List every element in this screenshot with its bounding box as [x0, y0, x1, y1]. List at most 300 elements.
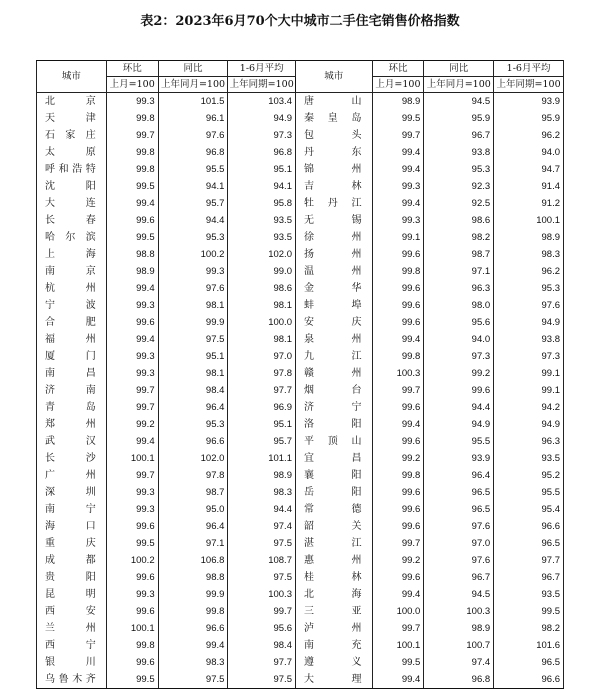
mom-value-right: 99.3: [372, 178, 424, 195]
mom-value-right: 99.6: [372, 314, 424, 331]
mom-value-right: 99.2: [372, 552, 424, 569]
avg-value-right: 97.3: [494, 348, 564, 365]
city-name-right: 三亚: [295, 603, 372, 620]
city-name-right: 唐山: [295, 93, 372, 111]
yoy-value-left: 96.6: [158, 620, 228, 637]
table-row: [37, 314, 564, 331]
yoy-value-left: 95.3: [158, 416, 228, 433]
yoy-value-right: 93.9: [424, 450, 494, 467]
yoy-value-right: 96.4: [424, 467, 494, 484]
avg-value-left: 95.6: [228, 620, 296, 637]
city-name-left: 北京: [37, 93, 107, 111]
avg-value-right: 96.5: [494, 535, 564, 552]
avg-value-left: 93.5: [228, 212, 296, 229]
mom-value-right: 98.9: [372, 93, 424, 111]
avg-value-left: 97.7: [228, 654, 296, 671]
city-name-left: 合肥: [37, 314, 107, 331]
mom-value-right: 99.4: [372, 144, 424, 161]
table-title: 表2：2023年6月70个大中城市二手住宅销售价格指数: [140, 14, 460, 29]
avg-value-right: 91.4: [494, 178, 564, 195]
city-name-right: 常德: [295, 501, 372, 518]
table-row: [37, 501, 564, 518]
avg-value-left: 94.1: [228, 178, 296, 195]
yoy-value-left: 97.8: [158, 467, 228, 484]
yoy-value-left: 99.9: [158, 314, 228, 331]
avg-base-right: 上年同期=100: [494, 77, 564, 93]
city-name-right: 扬州: [295, 246, 372, 263]
yoy-value-left: 100.2: [158, 246, 228, 263]
city-name-left: 沈阳: [37, 178, 107, 195]
yoy-value-right: 95.3: [424, 161, 494, 178]
city-header-left: 城市: [37, 61, 107, 93]
city-name-right: 济宁: [295, 399, 372, 416]
mom-value-right: 99.5: [372, 110, 424, 127]
avg-value-left: 99.0: [228, 263, 296, 280]
avg-value-left: 96.9: [228, 399, 296, 416]
yoy-value-right: 100.7: [424, 637, 494, 654]
mom-value-left: 99.6: [106, 654, 158, 671]
avg-value-right: 99.5: [494, 603, 564, 620]
yoy-value-right: 97.3: [424, 348, 494, 365]
mom-value-left: 99.2: [106, 416, 158, 433]
city-name-right: 遵义: [295, 654, 372, 671]
mom-value-left: 99.6: [106, 212, 158, 229]
yoy-value-left: 96.8: [158, 144, 228, 161]
yoy-value-left: 97.1: [158, 535, 228, 552]
avg-value-left: 97.5: [228, 671, 296, 689]
city-name-left: 福州: [37, 331, 107, 348]
table-row: [37, 161, 564, 178]
yoy-value-left: 97.5: [158, 671, 228, 689]
avg-value-right: 93.5: [494, 586, 564, 603]
avg-value-right: 98.2: [494, 620, 564, 637]
avg-value-right: 94.0: [494, 144, 564, 161]
yoy-value-left: 99.3: [158, 263, 228, 280]
yoy-value-right: 98.0: [424, 297, 494, 314]
avg-value-right: 95.9: [494, 110, 564, 127]
mom-value-right: 99.4: [372, 161, 424, 178]
city-name-left: 广州: [37, 467, 107, 484]
yoy-base-right: 上年同月=100: [424, 77, 494, 93]
mom-value-right: 99.8: [372, 467, 424, 484]
city-name-left: 海口: [37, 518, 107, 535]
table-row: [37, 654, 564, 671]
yoy-value-right: 100.3: [424, 603, 494, 620]
avg-value-left: 97.4: [228, 518, 296, 535]
yoy-value-left: 97.6: [158, 127, 228, 144]
mom-value-right: 99.3: [372, 212, 424, 229]
avg-value-right: 94.2: [494, 399, 564, 416]
city-name-right: 岳阳: [295, 484, 372, 501]
yoy-value-right: 94.5: [424, 586, 494, 603]
mom-value-left: 99.3: [106, 501, 158, 518]
table-row: [37, 297, 564, 314]
avg-value-right: 93.9: [494, 93, 564, 111]
yoy-value-left: 97.5: [158, 331, 228, 348]
city-name-right: 牡丹江: [295, 195, 372, 212]
table-row: [37, 637, 564, 654]
city-name-right: 金华: [295, 280, 372, 297]
mom-value-right: 99.7: [372, 382, 424, 399]
avg-value-right: 93.5: [494, 450, 564, 467]
avg-value-right: 96.2: [494, 127, 564, 144]
mom-value-left: 99.4: [106, 280, 158, 297]
mom-value-right: 99.8: [372, 348, 424, 365]
avg-value-left: 100.3: [228, 586, 296, 603]
table-row: [37, 348, 564, 365]
avg-value-right: 96.6: [494, 518, 564, 535]
mom-value-right: 99.7: [372, 535, 424, 552]
city-name-left: 西安: [37, 603, 107, 620]
city-name-right: 蚌埠: [295, 297, 372, 314]
yoy-value-left: 98.4: [158, 382, 228, 399]
city-name-right: 泉州: [295, 331, 372, 348]
yoy-value-right: 98.9: [424, 620, 494, 637]
avg-value-left: 98.1: [228, 297, 296, 314]
city-name-left: 成都: [37, 552, 107, 569]
city-name-left: 宁波: [37, 297, 107, 314]
city-name-right: 无锡: [295, 212, 372, 229]
mom-value-left: 99.4: [106, 433, 158, 450]
yoy-value-left: 95.0: [158, 501, 228, 518]
mom-value-left: 99.7: [106, 382, 158, 399]
yoy-value-left: 94.1: [158, 178, 228, 195]
mom-value-right: 99.1: [372, 229, 424, 246]
avg-value-right: 94.7: [494, 161, 564, 178]
city-name-right: 吉林: [295, 178, 372, 195]
mom-value-right: 99.4: [372, 195, 424, 212]
city-name-right: 秦皇岛: [295, 110, 372, 127]
avg-value-right: 93.8: [494, 331, 564, 348]
yoy-value-right: 97.6: [424, 552, 494, 569]
yoy-value-right: 95.6: [424, 314, 494, 331]
city-name-left: 石家庄: [37, 127, 107, 144]
yoy-value-right: 99.6: [424, 382, 494, 399]
yoy-value-left: 98.7: [158, 484, 228, 501]
yoy-value-right: 97.4: [424, 654, 494, 671]
avg-value-right: 96.3: [494, 433, 564, 450]
table-row: [37, 195, 564, 212]
avg-header-left: 1-6月平均: [228, 61, 296, 77]
mom-value-right: 99.6: [372, 501, 424, 518]
avg-value-left: 102.0: [228, 246, 296, 263]
mom-value-left: 99.3: [106, 297, 158, 314]
header-row-top: [37, 61, 564, 77]
avg-value-right: 94.9: [494, 314, 564, 331]
avg-value-left: 95.1: [228, 161, 296, 178]
city-name-left: 哈尔滨: [37, 229, 107, 246]
yoy-value-left: 98.8: [158, 569, 228, 586]
mom-value-right: 99.7: [372, 127, 424, 144]
table-row: [37, 365, 564, 382]
mom-value-right: 99.5: [372, 654, 424, 671]
yoy-value-left: 106.8: [158, 552, 228, 569]
avg-value-left: 93.5: [228, 229, 296, 246]
avg-value-right: 99.1: [494, 382, 564, 399]
avg-value-left: 97.7: [228, 382, 296, 399]
yoy-value-left: 94.4: [158, 212, 228, 229]
table-row: [37, 229, 564, 246]
avg-value-left: 98.9: [228, 467, 296, 484]
city-name-right: 丹东: [295, 144, 372, 161]
mom-value-left: 99.4: [106, 331, 158, 348]
city-name-left: 南京: [37, 263, 107, 280]
mom-header-right: 环比: [372, 61, 424, 77]
yoy-value-right: 97.6: [424, 518, 494, 535]
table-row: [37, 280, 564, 297]
mom-value-left: 99.3: [106, 586, 158, 603]
avg-value-left: 96.8: [228, 144, 296, 161]
mom-value-right: 99.4: [372, 671, 424, 689]
yoy-header-right: 同比: [424, 61, 494, 77]
city-name-right: 惠州: [295, 552, 372, 569]
mom-value-left: 99.3: [106, 484, 158, 501]
city-name-left: 贵阳: [37, 569, 107, 586]
avg-value-left: 99.7: [228, 603, 296, 620]
yoy-value-left: 95.5: [158, 161, 228, 178]
avg-value-left: 95.1: [228, 416, 296, 433]
city-header-right: 城市: [295, 61, 372, 93]
mom-value-right: 99.8: [372, 263, 424, 280]
table-body: [37, 93, 564, 689]
avg-value-left: 97.0: [228, 348, 296, 365]
mom-value-left: 99.4: [106, 195, 158, 212]
city-name-right: 宜昌: [295, 450, 372, 467]
mom-value-left: 99.7: [106, 467, 158, 484]
city-name-right: 大理: [295, 671, 372, 689]
mom-value-right: 99.6: [372, 484, 424, 501]
table-row: [37, 586, 564, 603]
city-name-left: 南昌: [37, 365, 107, 382]
yoy-value-left: 96.1: [158, 110, 228, 127]
avg-value-left: 98.1: [228, 331, 296, 348]
mom-value-left: 99.8: [106, 161, 158, 178]
mom-value-left: 99.6: [106, 603, 158, 620]
mom-value-left: 100.1: [106, 450, 158, 467]
yoy-value-right: 98.7: [424, 246, 494, 263]
avg-value-right: 95.2: [494, 467, 564, 484]
city-name-left: 杭州: [37, 280, 107, 297]
yoy-value-right: 96.7: [424, 127, 494, 144]
yoy-value-left: 95.1: [158, 348, 228, 365]
mom-header-left: 环比: [106, 61, 158, 77]
avg-value-left: 97.3: [228, 127, 296, 144]
table-row: [37, 552, 564, 569]
mom-value-right: 100.1: [372, 637, 424, 654]
mom-value-left: 99.6: [106, 314, 158, 331]
city-name-right: 安庆: [295, 314, 372, 331]
city-name-right: 温州: [295, 263, 372, 280]
avg-value-left: 98.3: [228, 484, 296, 501]
table-row: [37, 569, 564, 586]
avg-value-right: 100.1: [494, 212, 564, 229]
mom-value-left: 100.1: [106, 620, 158, 637]
yoy-value-left: 95.3: [158, 229, 228, 246]
table-row: [37, 603, 564, 620]
city-name-left: 济南: [37, 382, 107, 399]
mom-value-right: 99.7: [372, 620, 424, 637]
table-row: [37, 518, 564, 535]
table-row: [37, 433, 564, 450]
mom-value-right: 99.6: [372, 569, 424, 586]
avg-value-right: 98.3: [494, 246, 564, 263]
table-row: [37, 93, 564, 111]
mom-value-left: 99.3: [106, 365, 158, 382]
city-name-left: 郑州: [37, 416, 107, 433]
mom-value-right: 99.6: [372, 433, 424, 450]
yoy-value-right: 96.3: [424, 280, 494, 297]
mom-value-left: 99.5: [106, 178, 158, 195]
mom-value-left: 99.6: [106, 518, 158, 535]
yoy-value-right: 95.9: [424, 110, 494, 127]
table-row: [37, 467, 564, 484]
table-row: [37, 144, 564, 161]
yoy-value-right: 96.5: [424, 484, 494, 501]
city-name-right: 北海: [295, 586, 372, 603]
city-name-left: 乌鲁木齐: [37, 671, 107, 689]
avg-value-left: 97.5: [228, 569, 296, 586]
mom-value-right: 99.6: [372, 246, 424, 263]
mom-value-right: 99.4: [372, 331, 424, 348]
yoy-header-left: 同比: [158, 61, 228, 77]
avg-value-left: 97.5: [228, 535, 296, 552]
yoy-value-right: 98.2: [424, 229, 494, 246]
yoy-value-left: 98.1: [158, 297, 228, 314]
price-index-table: [36, 60, 564, 689]
avg-value-right: 96.6: [494, 671, 564, 689]
city-name-left: 深圳: [37, 484, 107, 501]
city-name-right: 包头: [295, 127, 372, 144]
mom-value-left: 98.9: [106, 263, 158, 280]
avg-value-right: 96.2: [494, 263, 564, 280]
avg-value-left: 95.8: [228, 195, 296, 212]
mom-value-left: 99.7: [106, 399, 158, 416]
city-name-left: 昆明: [37, 586, 107, 603]
table-row: [37, 620, 564, 637]
avg-value-left: 108.7: [228, 552, 296, 569]
yoy-value-right: 92.5: [424, 195, 494, 212]
mom-value-left: 99.3: [106, 348, 158, 365]
table-row: [37, 535, 564, 552]
yoy-value-left: 96.6: [158, 433, 228, 450]
city-name-left: 西宁: [37, 637, 107, 654]
avg-value-right: 96.7: [494, 569, 564, 586]
mom-value-left: 99.8: [106, 110, 158, 127]
mom-value-right: 100.3: [372, 365, 424, 382]
avg-value-right: 97.6: [494, 297, 564, 314]
yoy-value-right: 94.5: [424, 93, 494, 111]
city-name-right: 泸州: [295, 620, 372, 637]
city-name-right: 平顶山: [295, 433, 372, 450]
yoy-value-left: 95.7: [158, 195, 228, 212]
yoy-value-right: 93.8: [424, 144, 494, 161]
yoy-value-right: 94.0: [424, 331, 494, 348]
city-name-left: 呼和浩特: [37, 161, 107, 178]
mom-value-left: 100.2: [106, 552, 158, 569]
mom-value-left: 99.8: [106, 637, 158, 654]
mom-value-left: 99.5: [106, 229, 158, 246]
table-row: [37, 450, 564, 467]
city-name-left: 天津: [37, 110, 107, 127]
avg-value-left: 97.8: [228, 365, 296, 382]
mom-value-right: 99.6: [372, 280, 424, 297]
city-name-right: 襄阳: [295, 467, 372, 484]
city-name-right: 徐州: [295, 229, 372, 246]
yoy-value-right: 95.5: [424, 433, 494, 450]
yoy-value-left: 97.6: [158, 280, 228, 297]
yoy-value-left: 99.8: [158, 603, 228, 620]
table-row: [37, 331, 564, 348]
table-row: [37, 671, 564, 689]
yoy-value-right: 94.4: [424, 399, 494, 416]
city-name-right: 锦州: [295, 161, 372, 178]
table-row: [37, 246, 564, 263]
city-name-right: 赣州: [295, 365, 372, 382]
avg-value-left: 98.4: [228, 637, 296, 654]
avg-value-right: 98.9: [494, 229, 564, 246]
yoy-value-right: 97.1: [424, 263, 494, 280]
table-row: [37, 399, 564, 416]
city-name-left: 重庆: [37, 535, 107, 552]
table-row: [37, 127, 564, 144]
city-name-left: 厦门: [37, 348, 107, 365]
city-name-left: 兰州: [37, 620, 107, 637]
city-name-right: 九江: [295, 348, 372, 365]
avg-value-left: 103.4: [228, 93, 296, 111]
yoy-value-right: 99.2: [424, 365, 494, 382]
avg-value-right: 95.5: [494, 484, 564, 501]
city-name-left: 银川: [37, 654, 107, 671]
mom-value-right: 99.4: [372, 586, 424, 603]
table-row: [37, 110, 564, 127]
yoy-value-left: 98.1: [158, 365, 228, 382]
avg-value-left: 95.7: [228, 433, 296, 450]
yoy-value-right: 92.3: [424, 178, 494, 195]
mom-value-left: 99.3: [106, 93, 158, 111]
city-name-left: 青岛: [37, 399, 107, 416]
yoy-value-right: 97.0: [424, 535, 494, 552]
yoy-value-left: 102.0: [158, 450, 228, 467]
city-name-left: 南宁: [37, 501, 107, 518]
yoy-value-left: 99.4: [158, 637, 228, 654]
city-name-right: 南充: [295, 637, 372, 654]
avg-value-left: 98.6: [228, 280, 296, 297]
city-name-left: 长春: [37, 212, 107, 229]
mom-value-left: 99.5: [106, 535, 158, 552]
yoy-value-right: 96.5: [424, 501, 494, 518]
avg-header-right: 1-6月平均: [494, 61, 564, 77]
avg-value-left: 100.0: [228, 314, 296, 331]
city-name-left: 上海: [37, 246, 107, 263]
yoy-value-right: 94.9: [424, 416, 494, 433]
table-row: [37, 212, 564, 229]
mom-value-right: 100.0: [372, 603, 424, 620]
mom-value-left: 99.6: [106, 569, 158, 586]
yoy-base-left: 上年同月=100: [158, 77, 228, 93]
avg-base-left: 上年同期=100: [228, 77, 296, 93]
yoy-value-right: 96.8: [424, 671, 494, 689]
mom-value-left: 99.7: [106, 127, 158, 144]
yoy-value-right: 96.7: [424, 569, 494, 586]
avg-value-right: 94.9: [494, 416, 564, 433]
mom-value-left: 98.8: [106, 246, 158, 263]
mom-value-right: 99.6: [372, 297, 424, 314]
yoy-value-left: 96.4: [158, 518, 228, 535]
city-name-right: 洛阳: [295, 416, 372, 433]
mom-base-right: 上月=100: [372, 77, 424, 93]
avg-value-right: 96.5: [494, 654, 564, 671]
table-row: [37, 382, 564, 399]
